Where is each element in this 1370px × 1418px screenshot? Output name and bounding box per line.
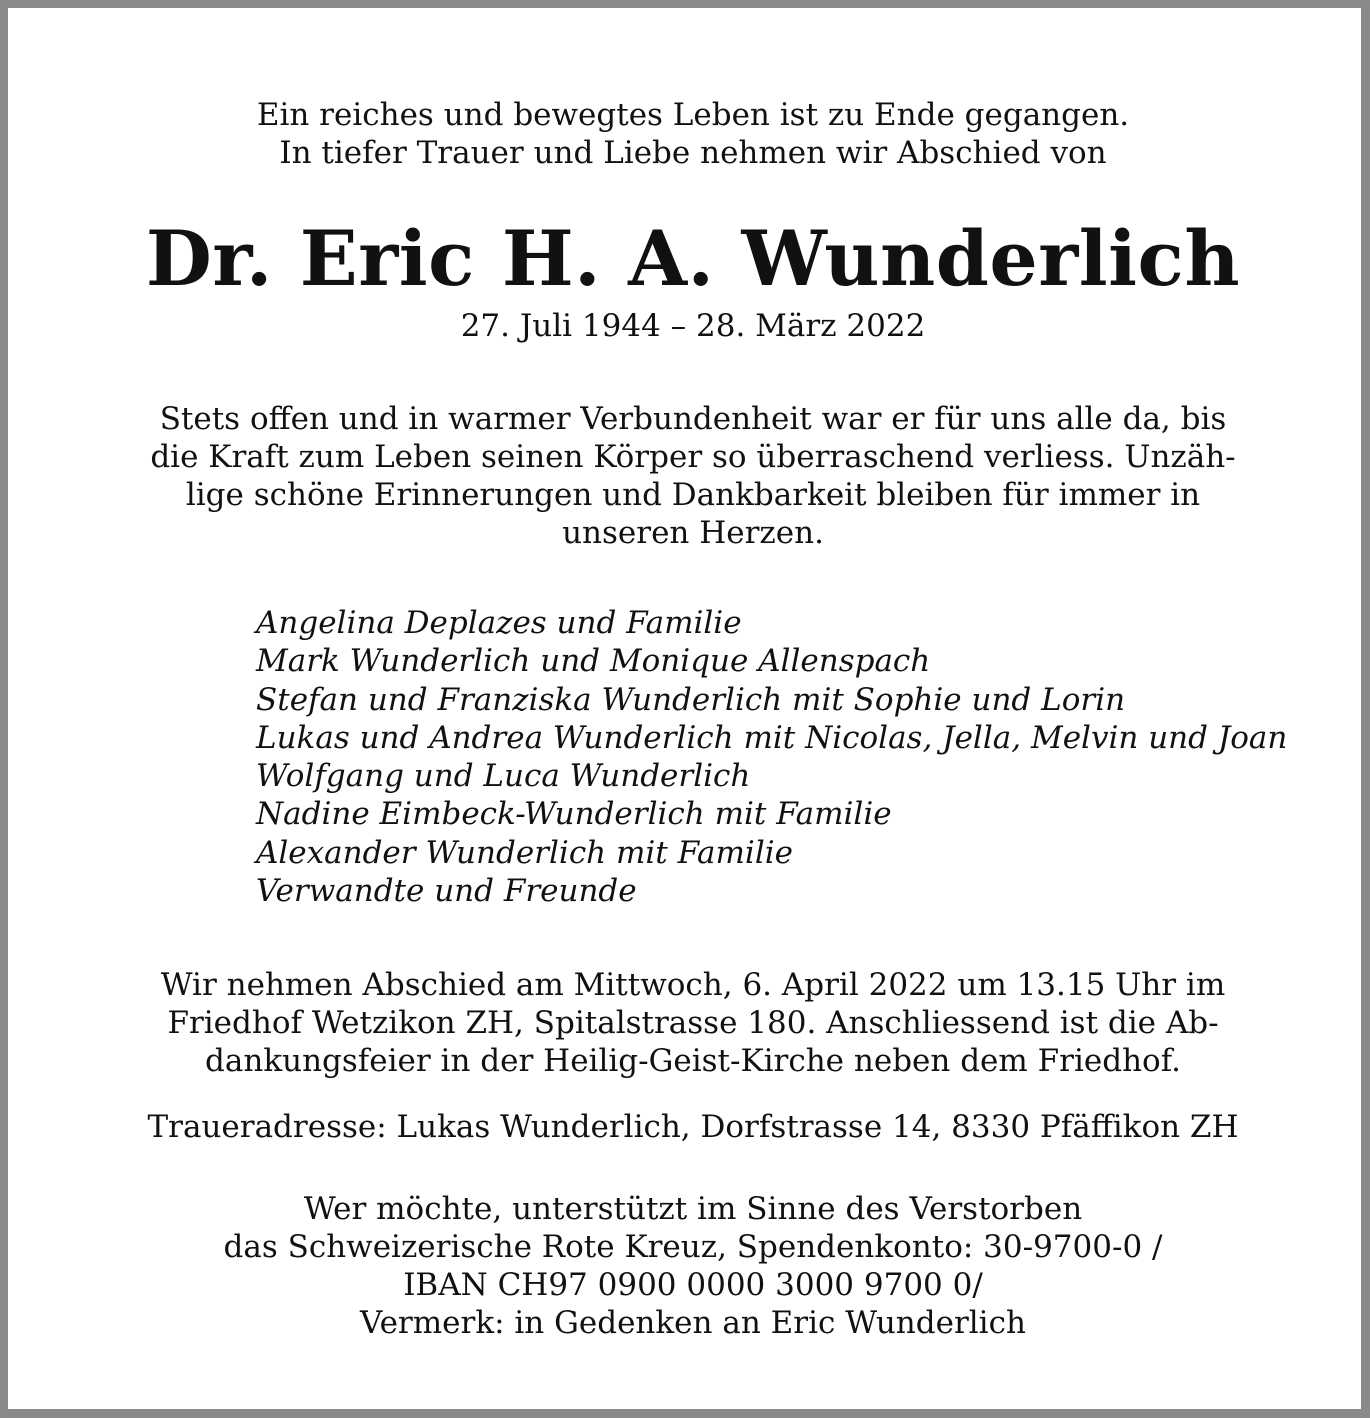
donation-line: das Schweizerische Rote Kreuz, Spendenkonto: 30-9700-0 / (223, 1229, 1163, 1265)
tribute-text (8, 400, 1370, 552)
mourner-item: Stefan und Franziska Wunderlich mit Sophie und Lorin (256, 681, 1126, 718)
donation-line: IBAN CH97 0900 0000 3000 9700 0/ (403, 1267, 983, 1303)
mourner-item: Verwandte und Freunde (256, 873, 637, 910)
mourner-item: Lukas und Andrea Wunderlich mit Nicolas, Jella, Melvin und Joan (256, 719, 1288, 756)
ceremony-line: Wir nehmen Abschied am Mittwoch, 6. April 2022 um 13.15 Uhr im (160, 967, 1226, 1003)
ceremony-line: dankungsfeier in der Heilig-Geist-Kirche neben dem Friedhof. (205, 1043, 1181, 1079)
tribute-line: Stets offen und in warmer Verbundenheit war er für uns alle da, bis (159, 401, 1227, 437)
ceremony-info (8, 966, 1370, 1080)
donation-line: Vermerk: in Gedenken an Eric Wunderlich (360, 1305, 1026, 1341)
tribute-line: lige schöne Erinnerungen und Dankbarkeit bleiben für immer in (185, 477, 1201, 513)
mourner-item: Mark Wunderlich und Monique Allenspach (256, 643, 931, 680)
mourning-address: Traueradresse: Lukas Wunderlich, Dorfstrasse 14, 8330 Pfäffikon ZH (147, 1109, 1239, 1145)
mourner-item: Angelina Deplazes und Familie (256, 605, 742, 641)
donation-info (8, 1190, 1370, 1342)
mourners-list (256, 604, 1287, 910)
deceased-name: Dr. Eric H. A. Wunderlich (145, 214, 1241, 303)
ceremony-line: Friedhof Wetzikon ZH, Spitalstrasse 180. Anschliessend ist die Ab- (167, 1005, 1219, 1041)
mourner-item: Alexander Wunderlich mit Familie (256, 834, 793, 871)
mourner-item: Nadine Eimbeck-Wunderlich mit Familie (256, 796, 892, 833)
tribute-line: die Kraft zum Leben seinen Körper so überraschend verliess. Unzäh- (150, 439, 1236, 475)
intro-text (8, 96, 1370, 172)
life-dates: 27. Juli 1944 – 28. März 2022 (460, 308, 926, 344)
intro-line: In tiefer Trauer und Liebe nehmen wir Abschied von (279, 135, 1107, 171)
mourner-item: Wolfgang und Luca Wunderlich (256, 758, 751, 795)
donation-line: Wer möchte, unterstützt im Sinne des Verstorben (303, 1191, 1083, 1227)
tribute-line: unseren Herzen. (562, 515, 824, 551)
intro-line: Ein reiches und bewegtes Leben ist zu Ende gegangen. (256, 97, 1130, 133)
